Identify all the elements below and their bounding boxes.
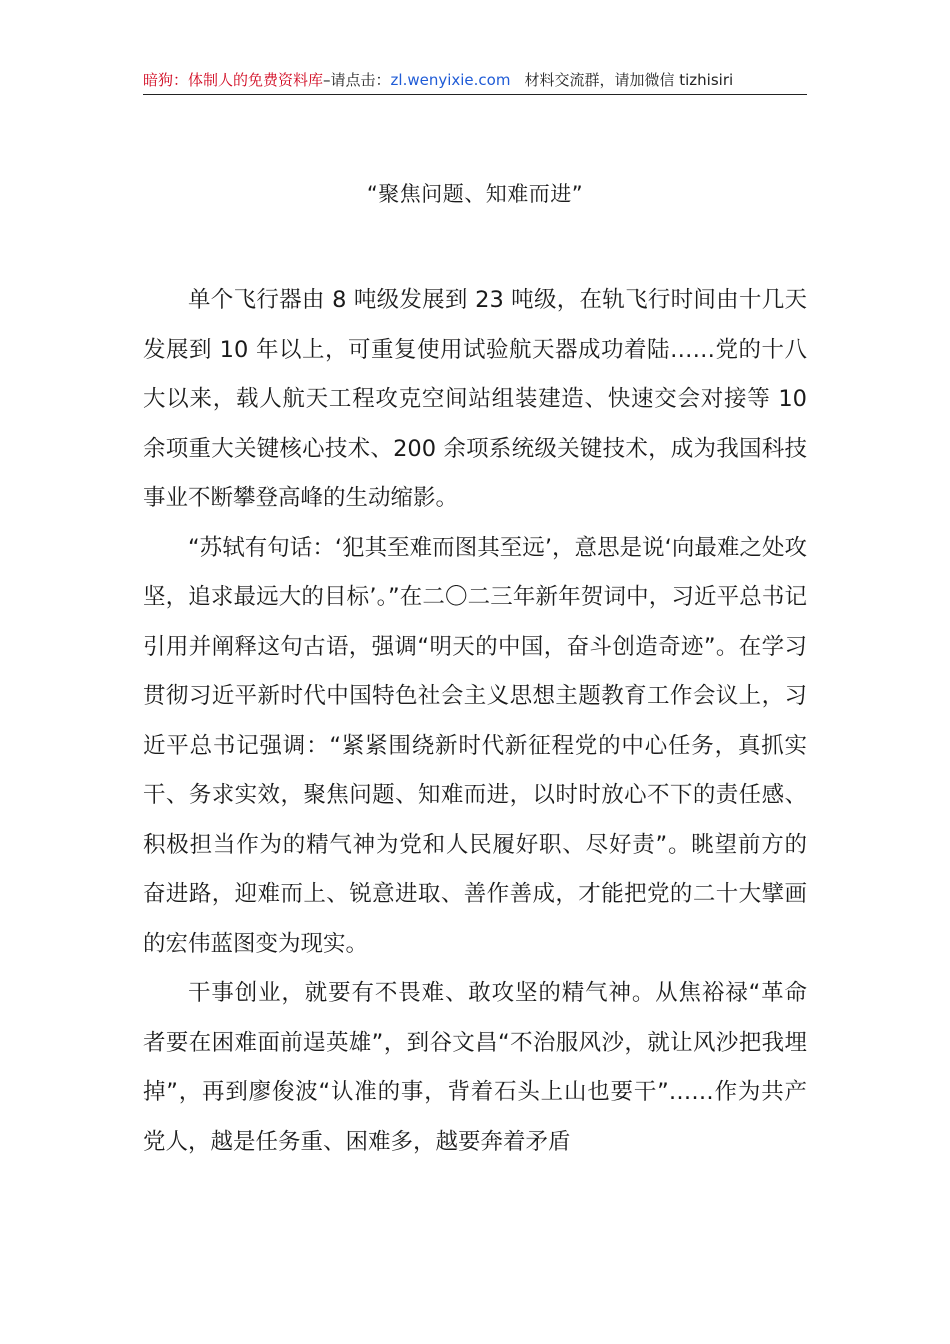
paragraph-2: “苏轼有句话：‘犯其至难而图其至远’，意思是说‘向最难之处攻坚，追求最远大的目标’。”在二〇二三年新年贺词中，习近平总书记引用并阐释这句古语，强调“明天的中国，奋斗创造奇迹”。在学习贯彻习近平新时代中国特色社会主义思想主题教育工作会议上，习近平总书记强调：“紧紧围绕新时代新征程党的中心任务，真抓实干、务求实效，聚焦问题、知难而进，以时时放心不下的责任感、积极担当作为的精气神为党和人民履好职、尽好责”。眺望前方的奋进路，迎难而上、锐意进取、善作善成，才能把党的二十大擘画的宏伟蓝图变为现实。 xyxy=(143,534,807,957)
paragraph-3: 干事创业，就要有不畏难、敢攻坚的精气神。从焦裕禄“革命者要在困难面前逞英雄”，到谷文昌“不治服风沙，就让风沙把我埋掉”，再到廖俊波“认准的事，背着石头上山也要干”……作为共产党人，越是任务重、困难多，越要奔着矛盾 xyxy=(143,980,807,1155)
header-contact: 材料交流群，请加微信 tizhisiri xyxy=(524,71,734,89)
paragraph-1: 单个飞行器由 8 吨级发展到 23 吨级，在轨飞行时间由十几天发展到 10 年以上，可重复使用试验航天器成功着陆……党的十八大以来，载人航天工程攻克空间站组装建造、快速交会对接等 10 余项重大关键核心技术、200 余项系统级关键技术，成为我国科技事业不断攀登高峰的生动缩影。 xyxy=(143,287,807,511)
document-body xyxy=(143,276,807,1167)
page-header xyxy=(143,66,807,95)
document-title: “聚焦问题、知难而进” xyxy=(366,182,584,206)
header-url-link[interactable]: zl.wenyixie.com xyxy=(390,71,511,89)
header-click-prompt: –请点击： xyxy=(323,71,391,89)
header-brand: 暗狗：体制人的免费资料库 xyxy=(143,71,324,89)
